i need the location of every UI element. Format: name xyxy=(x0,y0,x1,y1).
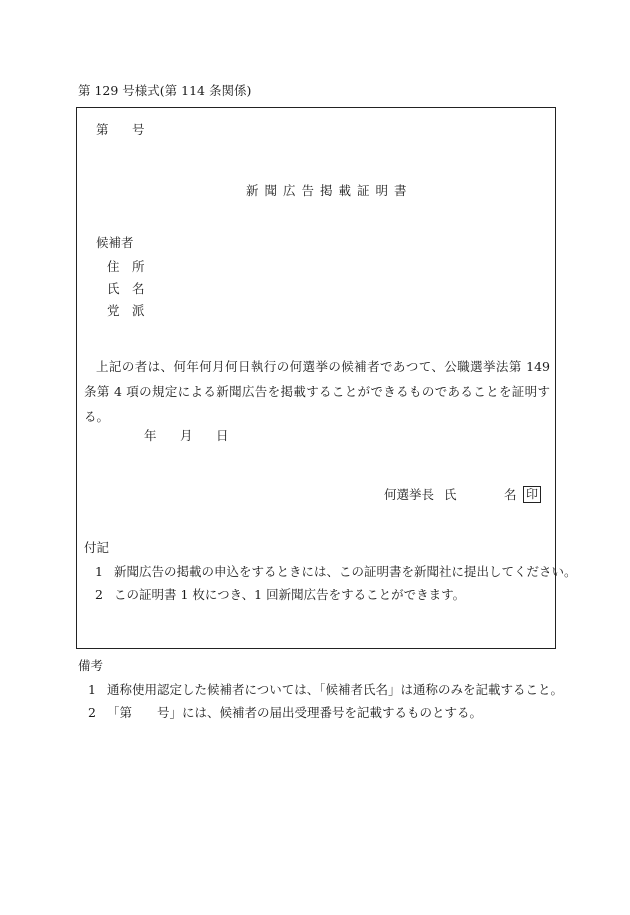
certificate-number-suffix: 号 xyxy=(132,122,145,137)
date-year: 年 xyxy=(144,428,157,443)
remark-text: 「第 号」には、候補者の届出受理番号を記載するものとする。 xyxy=(107,705,483,720)
seal-box xyxy=(523,486,541,503)
note-text: この証明書 1 枚につき、1 回新聞広告をすることができます。 xyxy=(114,587,466,602)
remarks-heading: 備考 xyxy=(78,658,104,673)
note-number: 2 xyxy=(95,587,103,602)
notes-heading: 付記 xyxy=(84,540,110,555)
signature-surname-label: 氏 xyxy=(444,487,457,502)
candidate-heading: 候補者 xyxy=(96,235,134,250)
certification-paragraph: 上記の者は、何年何月何日執行の何選挙の候補者であつて、公職選挙法第 149 条第 4 項の規定による新聞広告を掲載することができるものであることを証明する。 xyxy=(84,359,550,424)
date-month: 月 xyxy=(180,428,193,443)
document-title: 新聞広告掲載証明書 xyxy=(246,183,413,198)
candidate-field-name: 氏 名 xyxy=(107,281,145,296)
candidate-field-address: 住 所 xyxy=(107,259,145,274)
signature-name-label: 名 xyxy=(504,487,517,502)
certificate-number-prefix: 第 xyxy=(96,122,109,137)
seal-mark: 印 xyxy=(523,486,541,503)
note-number: 1 xyxy=(95,564,103,579)
election-chief-title: 何選挙長 xyxy=(384,487,435,502)
date-day: 日 xyxy=(216,428,229,443)
remark-number: 1 xyxy=(88,682,96,697)
note-text: 新聞広告の掲載の申込をするときには、この証明書を新聞社に提出してください。 xyxy=(114,564,577,579)
remark-text: 通称使用認定した候補者については、「候補者氏名」は通称のみを記載すること。 xyxy=(107,682,564,697)
candidate-field-party: 党 派 xyxy=(107,303,145,318)
remark-number: 2 xyxy=(88,705,96,720)
form-number: 第 129 号様式(第 114 条関係) xyxy=(78,83,252,98)
